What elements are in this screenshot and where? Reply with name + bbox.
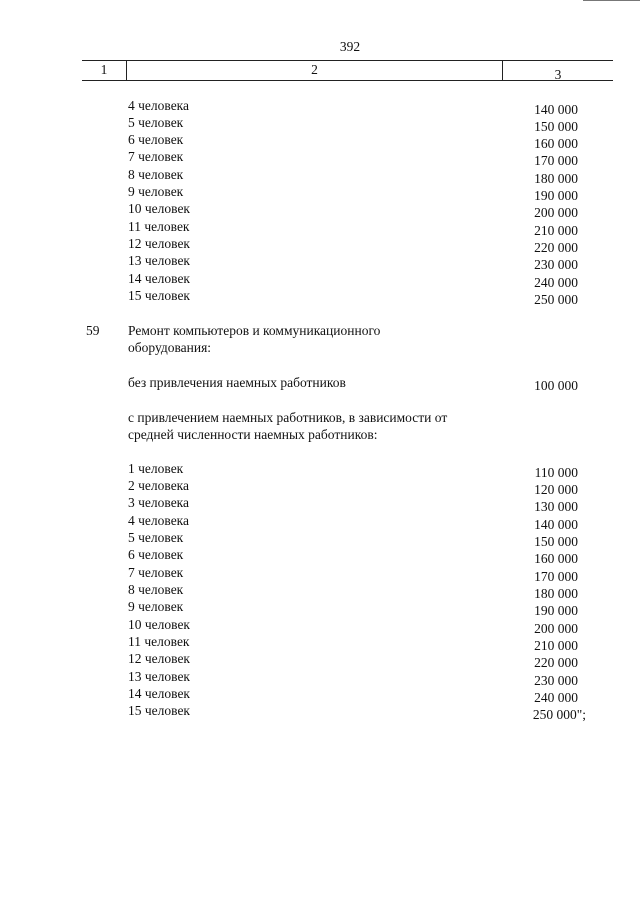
list-item-label: 2 человека [128, 478, 190, 493]
corner-mark [583, 0, 640, 1]
list-item-label: 14 человек [128, 271, 190, 286]
list-item-value: 170 000 [534, 153, 578, 168]
list-item-value: 170 000 [534, 569, 578, 584]
table-header-col-2: 2 [311, 62, 318, 77]
list-item-label: 6 человек [128, 547, 184, 562]
list-item-label: 5 человек [128, 530, 184, 545]
list-item-label: 7 человек [128, 565, 184, 580]
list-item-label: 1 человек [128, 461, 184, 476]
list-item-label: 5 человек [128, 115, 184, 130]
list-item-label: 7 человек [128, 149, 184, 164]
table-header-col-1: 1 [100, 62, 108, 77]
list-item-label: 9 человек [128, 599, 184, 614]
list-item-value: 160 000 [534, 136, 578, 151]
list-item-value: 160 000 [534, 551, 578, 566]
list-item-label: 11 человек [128, 219, 190, 234]
table-header-col-3: 3 [554, 67, 562, 82]
list-item-label: 15 человек [128, 288, 190, 303]
list-item-value: 130 000 [534, 499, 578, 514]
hired-condition-text: средней численности наемных работников: [128, 427, 378, 442]
list-item-label: 3 человека [128, 495, 190, 510]
list-item-value: 140 000 [534, 102, 578, 117]
list-item-value: 200 000 [534, 205, 578, 220]
item-number: 59 [86, 323, 100, 338]
list-item-value: 240 000 [534, 690, 578, 705]
list-item-value: 120 000 [534, 482, 578, 497]
list-item-label: 4 человека [128, 513, 190, 528]
item-title: Ремонт компьютеров и коммуникационного [128, 323, 381, 338]
list-item-value: 220 000 [534, 655, 578, 670]
list-item-label: 10 человек [128, 617, 190, 632]
list-item-value: 150 000 [534, 534, 578, 549]
list-item-value: 190 000 [534, 603, 578, 618]
item-title: оборудования: [128, 340, 212, 355]
list-item-value: 110 000 [534, 465, 578, 480]
list-item-label: 10 человек [128, 201, 190, 216]
list-item-label: 11 человек [128, 634, 190, 649]
list-item-value: 250 000"; [532, 707, 586, 722]
list-item-label: 14 человек [128, 686, 190, 701]
list-item-label: 13 человек [128, 253, 190, 268]
list-item-value: 140 000 [534, 517, 578, 532]
list-item-value: 180 000 [534, 586, 578, 601]
list-item-value: 250 000 [534, 292, 578, 307]
list-item-label: 9 человек [128, 184, 184, 199]
list-item-value: 240 000 [534, 275, 578, 290]
list-item-label: 4 человека [128, 98, 190, 113]
page-number: 392 [339, 39, 361, 54]
list-item-value: 230 000 [534, 257, 578, 272]
list-item-value: 150 000 [534, 119, 578, 134]
list-item-label: 8 человек [128, 167, 184, 182]
list-item-label: 6 человек [128, 132, 184, 147]
list-item-label: 15 человек [128, 703, 190, 718]
list-item-value: 200 000 [534, 621, 578, 636]
list-item-value: 220 000 [534, 240, 578, 255]
list-item-value: 210 000 [534, 223, 578, 238]
list-item-value: 190 000 [534, 188, 578, 203]
list-item-label: 12 человек [128, 236, 190, 251]
no-hired-label: без привлечения наемных работников [128, 375, 346, 390]
no-hired-value: 100 000 [534, 378, 578, 393]
list-item-label: 13 человек [128, 669, 190, 684]
list-item-value: 180 000 [534, 171, 578, 186]
list-item-label: 12 человек [128, 651, 190, 666]
list-item-label: 8 человек [128, 582, 184, 597]
hired-condition-text: с привлечением наемных работников, в зависимости от [128, 410, 448, 425]
list-item-value: 210 000 [534, 638, 578, 653]
list-item-value: 230 000 [534, 673, 578, 688]
